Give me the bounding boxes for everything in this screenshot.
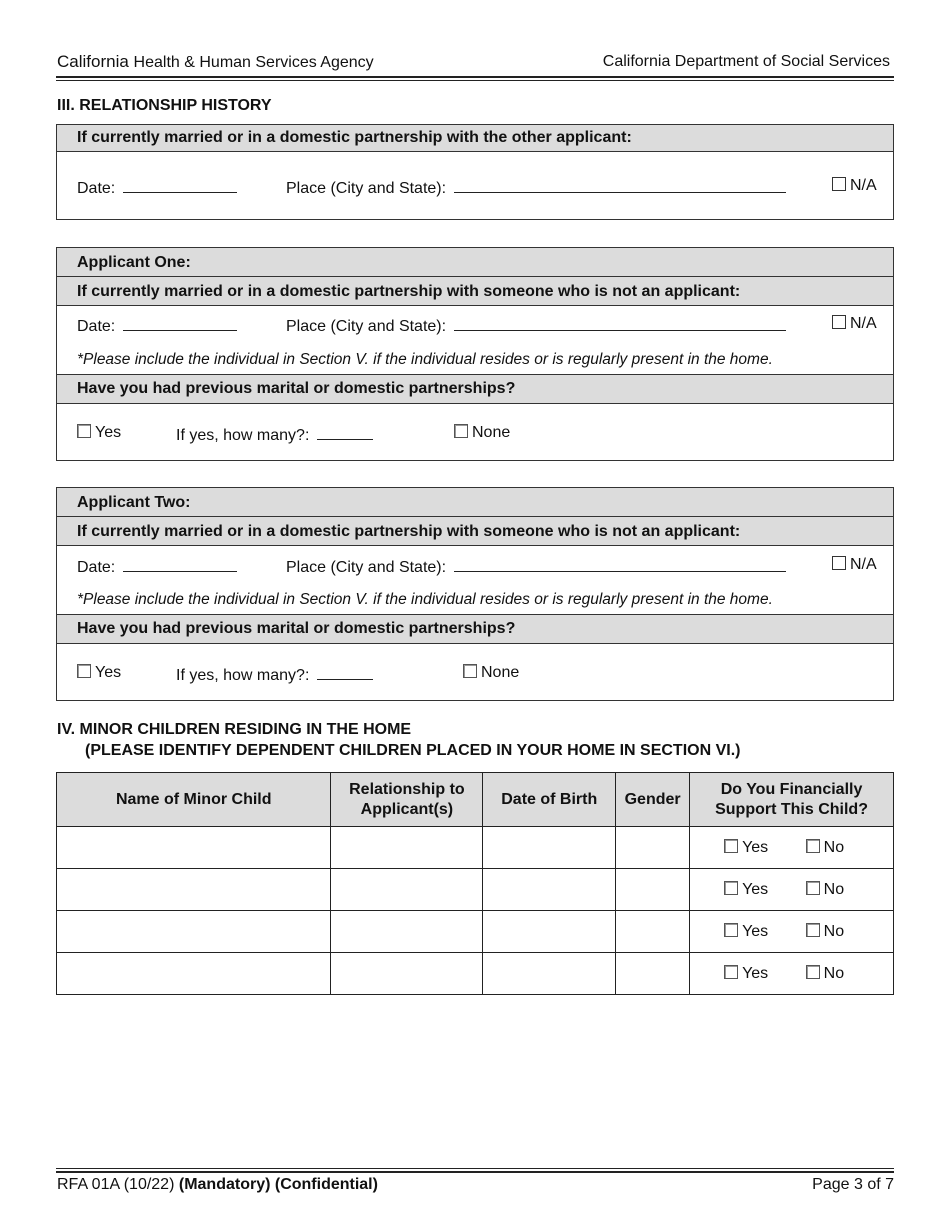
section-4-subtitle: (PLEASE IDENTIFY DEPENDENT CHILDREN PLACED IN YOUR HOME IN SECTION VI.) [85, 742, 741, 759]
applicant-one-date-field[interactable] [77, 316, 237, 336]
minor-children-table [56, 772, 894, 995]
support-no-checkbox[interactable] [806, 965, 820, 979]
col-support-line1: Do You Financially [720, 780, 863, 798]
form-id: RFA 01A (10/22) [57, 1176, 175, 1193]
applicant-one-na-option[interactable] [832, 315, 877, 333]
support-yes-checkbox[interactable] [724, 839, 738, 853]
joint-place-label: Place (City and State): [286, 180, 447, 197]
child-support-cell [690, 827, 894, 869]
applicant-two-subheading: If currently married or in a domestic partnership with someone who is not an applicant: [77, 523, 741, 540]
form-flags: (Mandatory) (Confidential) [178, 1176, 378, 1193]
applicant-one-previous-question: Have you had previous marital or domestic partnerships? [77, 380, 516, 397]
applicant-one-na-checkbox[interactable] [832, 315, 846, 329]
applicant-one-how-many-blank[interactable] [317, 425, 373, 440]
applicant-two-note: *Please include the individual in Section V. if the individual resides or is regularly present in the home. [77, 591, 773, 608]
col-support-header [690, 773, 894, 827]
table-row [57, 911, 894, 953]
applicant-one-yes-label: Yes [95, 424, 122, 441]
joint-relationship-box [56, 124, 894, 220]
applicant-two-none-option[interactable] [463, 664, 519, 682]
child-dob-cell[interactable] [483, 911, 616, 953]
department-name: California Department of Social Services [602, 53, 890, 70]
applicant-two-na-checkbox[interactable] [832, 556, 846, 570]
support-no-label: No [823, 880, 845, 898]
applicant-two-heading-bar [57, 488, 893, 517]
joint-na-checkbox[interactable] [832, 177, 846, 191]
applicant-two-date-field[interactable] [77, 557, 237, 577]
col-gender-header: Gender [616, 773, 690, 827]
applicant-one-yes-option[interactable] [77, 424, 121, 442]
support-yes-checkbox[interactable] [724, 881, 738, 895]
support-yes-checkbox[interactable] [724, 923, 738, 937]
applicant-one-none-checkbox[interactable] [454, 424, 468, 438]
col-relationship-line1: Relationship to [349, 780, 465, 798]
applicant-one-how-many-label: If yes, how many?: [176, 427, 310, 444]
footer-rule [56, 1171, 894, 1173]
child-gender-cell[interactable] [616, 953, 690, 995]
applicant-one-how-many-field[interactable] [176, 425, 373, 445]
support-no-option[interactable] [806, 881, 844, 899]
applicant-one-previous-bar [57, 374, 893, 404]
child-gender-cell[interactable] [616, 869, 690, 911]
applicant-one-heading: Applicant One: [77, 254, 191, 271]
support-no-checkbox[interactable] [806, 839, 820, 853]
section-4-title: IV. MINOR CHILDREN RESIDING IN THE HOME [57, 721, 412, 738]
applicant-one-yes-checkbox[interactable] [77, 424, 91, 438]
footer-rule-thin [56, 1168, 894, 1169]
applicant-two-previous-bar [57, 614, 893, 644]
applicant-two-place-field[interactable] [286, 557, 786, 577]
support-yes-label: Yes [742, 922, 769, 940]
child-dob-cell[interactable] [483, 869, 616, 911]
support-no-option[interactable] [806, 839, 844, 857]
joint-date-label: Date: [77, 180, 116, 197]
applicant-two-subheading-bar [57, 517, 893, 546]
joint-na-label: N/A [850, 177, 877, 194]
applicant-one-date-label: Date: [77, 318, 116, 335]
support-no-label: No [823, 964, 845, 982]
table-header-row [57, 773, 894, 827]
applicant-one-subheading-bar [57, 277, 893, 306]
col-support-line2: Support This Child? [715, 800, 868, 818]
child-name-cell[interactable] [57, 911, 331, 953]
applicant-one-subheading: If currently married or in a domestic partnership with someone who is not an applicant: [77, 283, 741, 300]
child-dob-cell[interactable] [483, 827, 616, 869]
applicant-one-place-label: Place (City and State): [286, 318, 447, 335]
applicant-one-na-label: N/A [850, 315, 877, 332]
applicant-two-how-many-field[interactable] [176, 665, 373, 685]
applicant-two-box [56, 487, 894, 701]
child-name-cell[interactable] [57, 869, 331, 911]
agency-name [57, 52, 374, 72]
child-relationship-cell[interactable] [331, 827, 483, 869]
header-rule-thin [56, 80, 894, 81]
applicant-two-na-option[interactable] [832, 556, 877, 574]
applicant-two-date-label: Date: [77, 559, 116, 576]
support-yes-option[interactable] [724, 881, 768, 899]
joint-place-field[interactable] [286, 178, 786, 198]
support-yes-checkbox[interactable] [724, 965, 738, 979]
joint-na-option[interactable] [832, 177, 877, 195]
joint-date-blank[interactable] [123, 178, 237, 193]
support-no-checkbox[interactable] [806, 881, 820, 895]
support-yes-label: Yes [742, 838, 769, 856]
child-support-cell [690, 869, 894, 911]
applicant-two-date-blank[interactable] [123, 557, 237, 572]
applicant-two-how-many-blank[interactable] [317, 665, 373, 680]
child-relationship-cell[interactable] [331, 911, 483, 953]
applicant-one-box [56, 247, 894, 461]
applicant-two-none-label: None [481, 664, 520, 681]
applicant-one-heading-bar [57, 248, 893, 277]
applicant-two-yes-checkbox[interactable] [77, 664, 91, 678]
applicant-one-none-option[interactable] [454, 424, 510, 442]
applicant-one-note: *Please include the individual in Section V. if the individual resides or is regularly present in the home. [77, 351, 773, 368]
support-no-label: No [823, 838, 845, 856]
col-name-header: Name of Minor Child [57, 773, 331, 827]
header-rule [56, 76, 894, 78]
child-support-cell [690, 953, 894, 995]
applicant-one-date-blank[interactable] [123, 316, 237, 331]
joint-heading: If currently married or in a domestic partnership with the other applicant: [77, 129, 632, 146]
applicant-one-place-blank[interactable] [454, 316, 786, 331]
col-dob-header: Date of Birth [483, 773, 616, 827]
child-relationship-cell[interactable] [331, 953, 483, 995]
support-yes-option[interactable] [724, 965, 768, 983]
child-relationship-cell[interactable] [331, 869, 483, 911]
page-number: Page 3 of 7 [812, 1176, 894, 1193]
child-name-cell[interactable] [57, 827, 331, 869]
support-no-label: No [823, 922, 845, 940]
child-support-cell [690, 911, 894, 953]
support-no-checkbox[interactable] [806, 923, 820, 937]
agency-name-rest: Health & Human Services Agency [133, 54, 374, 71]
support-no-option[interactable] [806, 923, 844, 941]
child-gender-cell[interactable] [616, 911, 690, 953]
support-yes-option[interactable] [724, 839, 768, 857]
applicant-two-place-blank[interactable] [454, 557, 786, 572]
applicant-one-place-field[interactable] [286, 316, 786, 336]
child-gender-cell[interactable] [616, 827, 690, 869]
applicant-two-yes-option[interactable] [77, 664, 121, 682]
col-relationship-line2: Applicant(s) [360, 800, 454, 818]
table-row [57, 869, 894, 911]
support-yes-option[interactable] [724, 923, 768, 941]
agency-name-state: California [57, 52, 129, 71]
applicant-two-heading: Applicant Two: [77, 494, 191, 511]
applicant-two-how-many-label: If yes, how many?: [176, 667, 310, 684]
form-identifier [57, 1176, 378, 1194]
applicant-two-yes-label: Yes [95, 664, 122, 681]
joint-date-field[interactable] [77, 178, 237, 198]
col-relationship-header [331, 773, 483, 827]
child-name-cell[interactable] [57, 953, 331, 995]
section-3-title: III. RELATIONSHIP HISTORY [57, 97, 272, 114]
child-dob-cell[interactable] [483, 953, 616, 995]
support-no-option[interactable] [806, 965, 844, 983]
table-row [57, 827, 894, 869]
applicant-one-none-label: None [472, 424, 511, 441]
applicant-two-na-label: N/A [850, 556, 877, 573]
joint-place-blank[interactable] [454, 178, 786, 193]
applicant-two-previous-question: Have you had previous marital or domestic partnerships? [77, 620, 516, 637]
support-yes-label: Yes [742, 964, 769, 982]
support-yes-label: Yes [742, 880, 769, 898]
joint-heading-bar [57, 125, 893, 152]
table-row [57, 953, 894, 995]
applicant-two-place-label: Place (City and State): [286, 559, 447, 576]
applicant-two-none-checkbox[interactable] [463, 664, 477, 678]
